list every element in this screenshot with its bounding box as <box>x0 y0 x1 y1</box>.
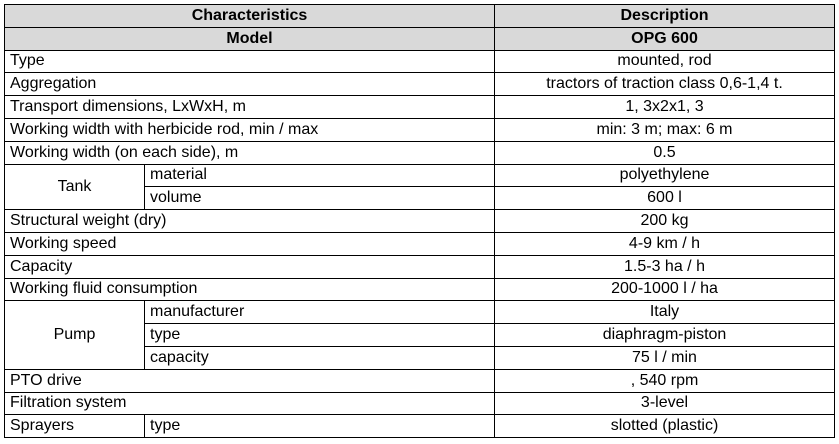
row-value: slotted (plastic) <box>495 415 835 438</box>
row-value: tractors of traction class 0,6-1,4 t. <box>495 73 835 96</box>
row-label: Aggregation <box>5 73 495 96</box>
row-sublabel: volume <box>145 187 495 210</box>
row-value: 200-1000 l / ha <box>495 278 835 301</box>
row-value: polyethylene <box>495 164 835 187</box>
model-label: Model <box>5 27 495 50</box>
row-sublabel: capacity <box>145 346 495 369</box>
pump-group-label: Pump <box>5 301 145 369</box>
row-value: mounted, rod <box>495 50 835 73</box>
row-value: 4-9 km / h <box>495 232 835 255</box>
row-value: 0.5 <box>495 141 835 164</box>
sprayers-group-label: Sprayers <box>5 415 145 438</box>
row-value: diaphragm-piston <box>495 324 835 347</box>
table-row-sprayers-type <box>5 415 835 438</box>
row-sublabel: type <box>145 324 495 347</box>
row-value: min: 3 m; max: 6 m <box>495 118 835 141</box>
table-row-pump-manufacturer <box>5 301 835 324</box>
row-sublabel: manufacturer <box>145 301 495 324</box>
table-row-capacity <box>5 255 835 278</box>
table-row-aggregation <box>5 73 835 96</box>
row-label: PTO drive <box>5 369 495 392</box>
specifications-table <box>4 4 835 438</box>
table-row-structural-weight <box>5 210 835 233</box>
row-value: 200 kg <box>495 210 835 233</box>
header-row <box>5 5 835 28</box>
row-label: Transport dimensions, LxWxH, m <box>5 96 495 119</box>
description-header: Description <box>495 5 835 28</box>
tank-group-label: Tank <box>5 164 145 210</box>
model-value: OPG 600 <box>495 27 835 50</box>
table-row-working-speed <box>5 232 835 255</box>
row-label: Working fluid consumption <box>5 278 495 301</box>
row-sublabel: type <box>145 415 495 438</box>
table-row-filtration <box>5 392 835 415</box>
row-value: , 540 rpm <box>495 369 835 392</box>
row-label: Working width (on each side), m <box>5 141 495 164</box>
characteristics-header: Characteristics <box>5 5 495 28</box>
table-row-tank-material <box>5 164 835 187</box>
row-sublabel: material <box>145 164 495 187</box>
table-row-transport-dimensions <box>5 96 835 119</box>
model-row <box>5 27 835 50</box>
row-label: Working speed <box>5 232 495 255</box>
row-label: Type <box>5 50 495 73</box>
row-value: 3-level <box>495 392 835 415</box>
row-label: Filtration system <box>5 392 495 415</box>
row-value: 1.5-3 ha / h <box>495 255 835 278</box>
row-value: Italy <box>495 301 835 324</box>
row-value: 75 l / min <box>495 346 835 369</box>
row-label: Structural weight (dry) <box>5 210 495 233</box>
table-row-type <box>5 50 835 73</box>
table-row-working-width-side <box>5 141 835 164</box>
row-value: 1, 3x2x1, 3 <box>495 96 835 119</box>
table-row-fluid-consumption <box>5 278 835 301</box>
table-row-pto-drive <box>5 369 835 392</box>
row-label: Capacity <box>5 255 495 278</box>
table-row-working-width-rod <box>5 118 835 141</box>
row-value: 600 l <box>495 187 835 210</box>
row-label: Working width with herbicide rod, min / max <box>5 118 495 141</box>
